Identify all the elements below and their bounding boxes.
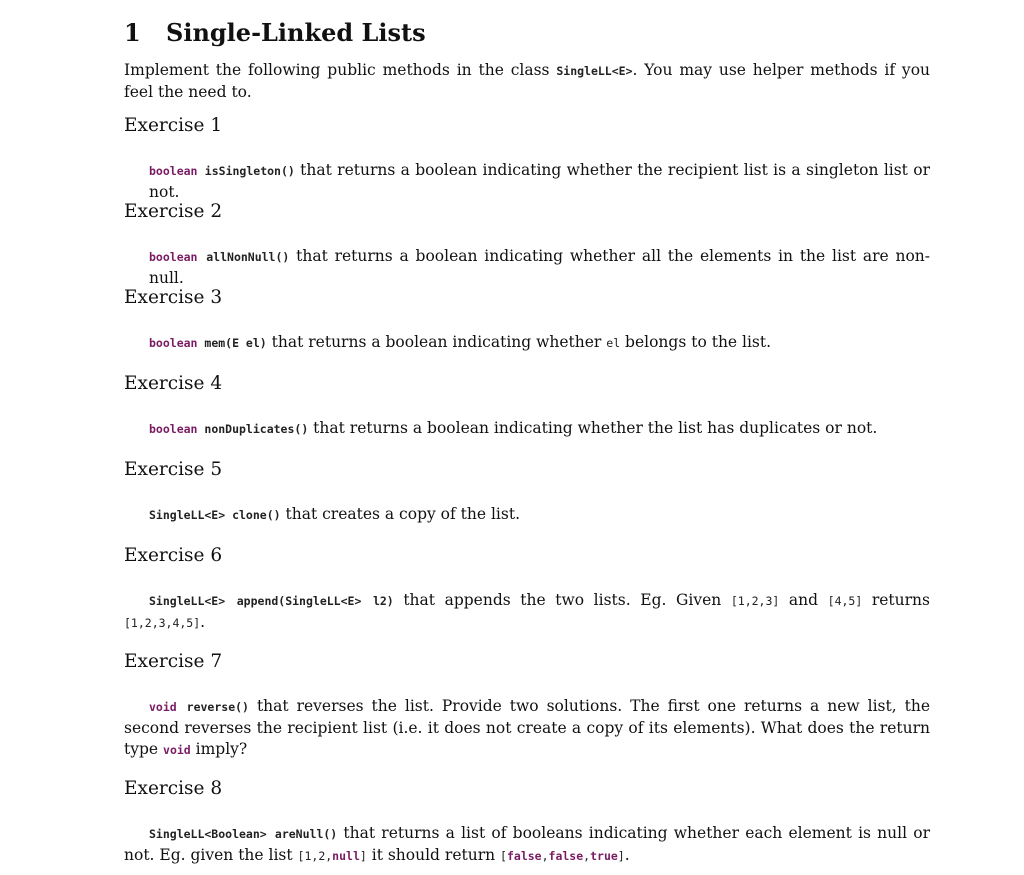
exercise-number: 5 xyxy=(210,459,223,480)
method-signature: SingleLL<E> clone() xyxy=(149,508,281,522)
method-signature: allNonNull() xyxy=(197,250,290,264)
example-code: [1,2,3] xyxy=(730,594,780,608)
intro-paragraph xyxy=(124,60,930,103)
example-code: [1,2, xyxy=(297,849,333,863)
method-signature: SingleLL<E> append(SingleLL<E> l2) xyxy=(149,594,394,608)
example-code: , xyxy=(541,849,549,863)
exercise-label: Exercise xyxy=(124,459,205,480)
method-signature: mem(E el) xyxy=(197,336,267,350)
method-signature: SingleLL<Boolean> areNull() xyxy=(149,827,338,841)
exercise-3 xyxy=(124,286,930,354)
exercise-title xyxy=(124,114,930,138)
exercise-number: 7 xyxy=(210,651,223,672)
exercise-title xyxy=(124,777,930,801)
exercise-body xyxy=(124,332,930,354)
exercise-title xyxy=(124,458,930,482)
exercise-body xyxy=(124,418,930,440)
exercise-number: 1 xyxy=(210,115,223,136)
document-page xyxy=(124,18,931,864)
section-number: 1 xyxy=(124,18,141,47)
exercise-4 xyxy=(124,372,930,440)
exercise-6 xyxy=(124,544,930,634)
keyword-code: false xyxy=(506,849,542,863)
keyword-code: void xyxy=(163,743,191,757)
exercise-description: that returns a boolean indicating whether all the elements in the list are non-null. xyxy=(149,247,931,287)
exercise-1 xyxy=(124,114,930,203)
exercise-description-end: imply? xyxy=(190,740,248,758)
exercise-label: Exercise xyxy=(124,201,205,222)
example-code: ] xyxy=(359,849,367,863)
intro-text: Implement the following public methods in the class xyxy=(124,61,557,79)
param-code: el xyxy=(606,336,621,350)
exercise-description: that returns a boolean indicating whether the list has duplicates or not. xyxy=(308,419,878,437)
exercise-description-end: . xyxy=(624,846,630,864)
section-heading xyxy=(124,18,930,48)
exercise-description-end: . xyxy=(200,613,206,631)
exercise-2 xyxy=(124,200,930,289)
example-code: [1,2,3,4,5] xyxy=(124,616,201,630)
exercise-8 xyxy=(124,777,930,867)
exercise-number: 4 xyxy=(210,373,223,394)
example-code: [4,5] xyxy=(827,594,863,608)
exercise-description: that returns a boolean indicating whether xyxy=(266,333,607,351)
exercise-body xyxy=(124,246,930,289)
keyword-code: boolean xyxy=(149,336,198,350)
exercise-7 xyxy=(124,650,930,761)
exercise-body xyxy=(124,160,930,203)
method-signature: isSingleton() xyxy=(197,164,295,178)
keyword-code: true xyxy=(590,849,618,863)
exercise-description: that creates a copy of the list. xyxy=(280,505,521,523)
exercise-title xyxy=(124,286,930,310)
method-signature: nonDuplicates() xyxy=(197,422,309,436)
example-code: , xyxy=(583,849,591,863)
exercise-description-end: belongs to the list. xyxy=(620,333,772,351)
exercise-description: that appends the two lists. Eg. Given xyxy=(393,591,731,609)
exercise-5 xyxy=(124,458,930,526)
exercise-description-mid: it should return xyxy=(366,846,501,864)
intro-text-end: . You may use helper methods if you feel the need to. xyxy=(124,61,931,101)
exercise-label: Exercise xyxy=(124,115,205,136)
exercise-number: 8 xyxy=(210,778,223,799)
keyword-code: null xyxy=(332,849,360,863)
exercise-description-mid: and xyxy=(779,591,828,609)
keyword-code: boolean xyxy=(149,250,198,264)
exercise-title xyxy=(124,200,930,224)
exercise-title xyxy=(124,650,930,674)
exercise-body xyxy=(124,823,930,867)
exercise-body xyxy=(124,696,930,761)
example-code: ] xyxy=(617,849,625,863)
exercise-description-mid: returns xyxy=(862,591,930,609)
exercise-number: 6 xyxy=(210,545,223,566)
keyword-code: false xyxy=(548,849,584,863)
exercise-label: Exercise xyxy=(124,373,205,394)
example-code: [ xyxy=(500,849,507,863)
exercise-number: 2 xyxy=(210,201,223,222)
exercise-label: Exercise xyxy=(124,545,205,566)
exercise-description: that returns a list of booleans indicating whether each element is null or not. Eg. given the list xyxy=(124,824,931,864)
exercise-description: that reverses the list. Provide two solutions. The first one returns a new list, the second reverses the recipient list (i.e. it does not create a copy of its elements). What does the return type xyxy=(124,697,930,758)
exercise-title xyxy=(124,372,930,396)
exercise-label: Exercise xyxy=(124,778,205,799)
exercise-label: Exercise xyxy=(124,287,205,308)
keyword-code: boolean xyxy=(149,422,198,436)
method-signature: reverse() xyxy=(176,700,249,714)
section-title: Single-Linked Lists xyxy=(166,18,426,47)
exercise-description: that returns a boolean indicating whether the recipient list is a singleton list or not. xyxy=(149,161,930,201)
exercise-body xyxy=(124,504,930,526)
exercise-number: 3 xyxy=(210,287,223,308)
keyword-code: void xyxy=(149,700,177,714)
exercise-body xyxy=(124,590,930,634)
exercise-label: Exercise xyxy=(124,651,205,672)
keyword-code: boolean xyxy=(149,164,198,178)
exercise-title xyxy=(124,544,930,568)
class-name-code: SingleLL<E> xyxy=(556,64,633,78)
